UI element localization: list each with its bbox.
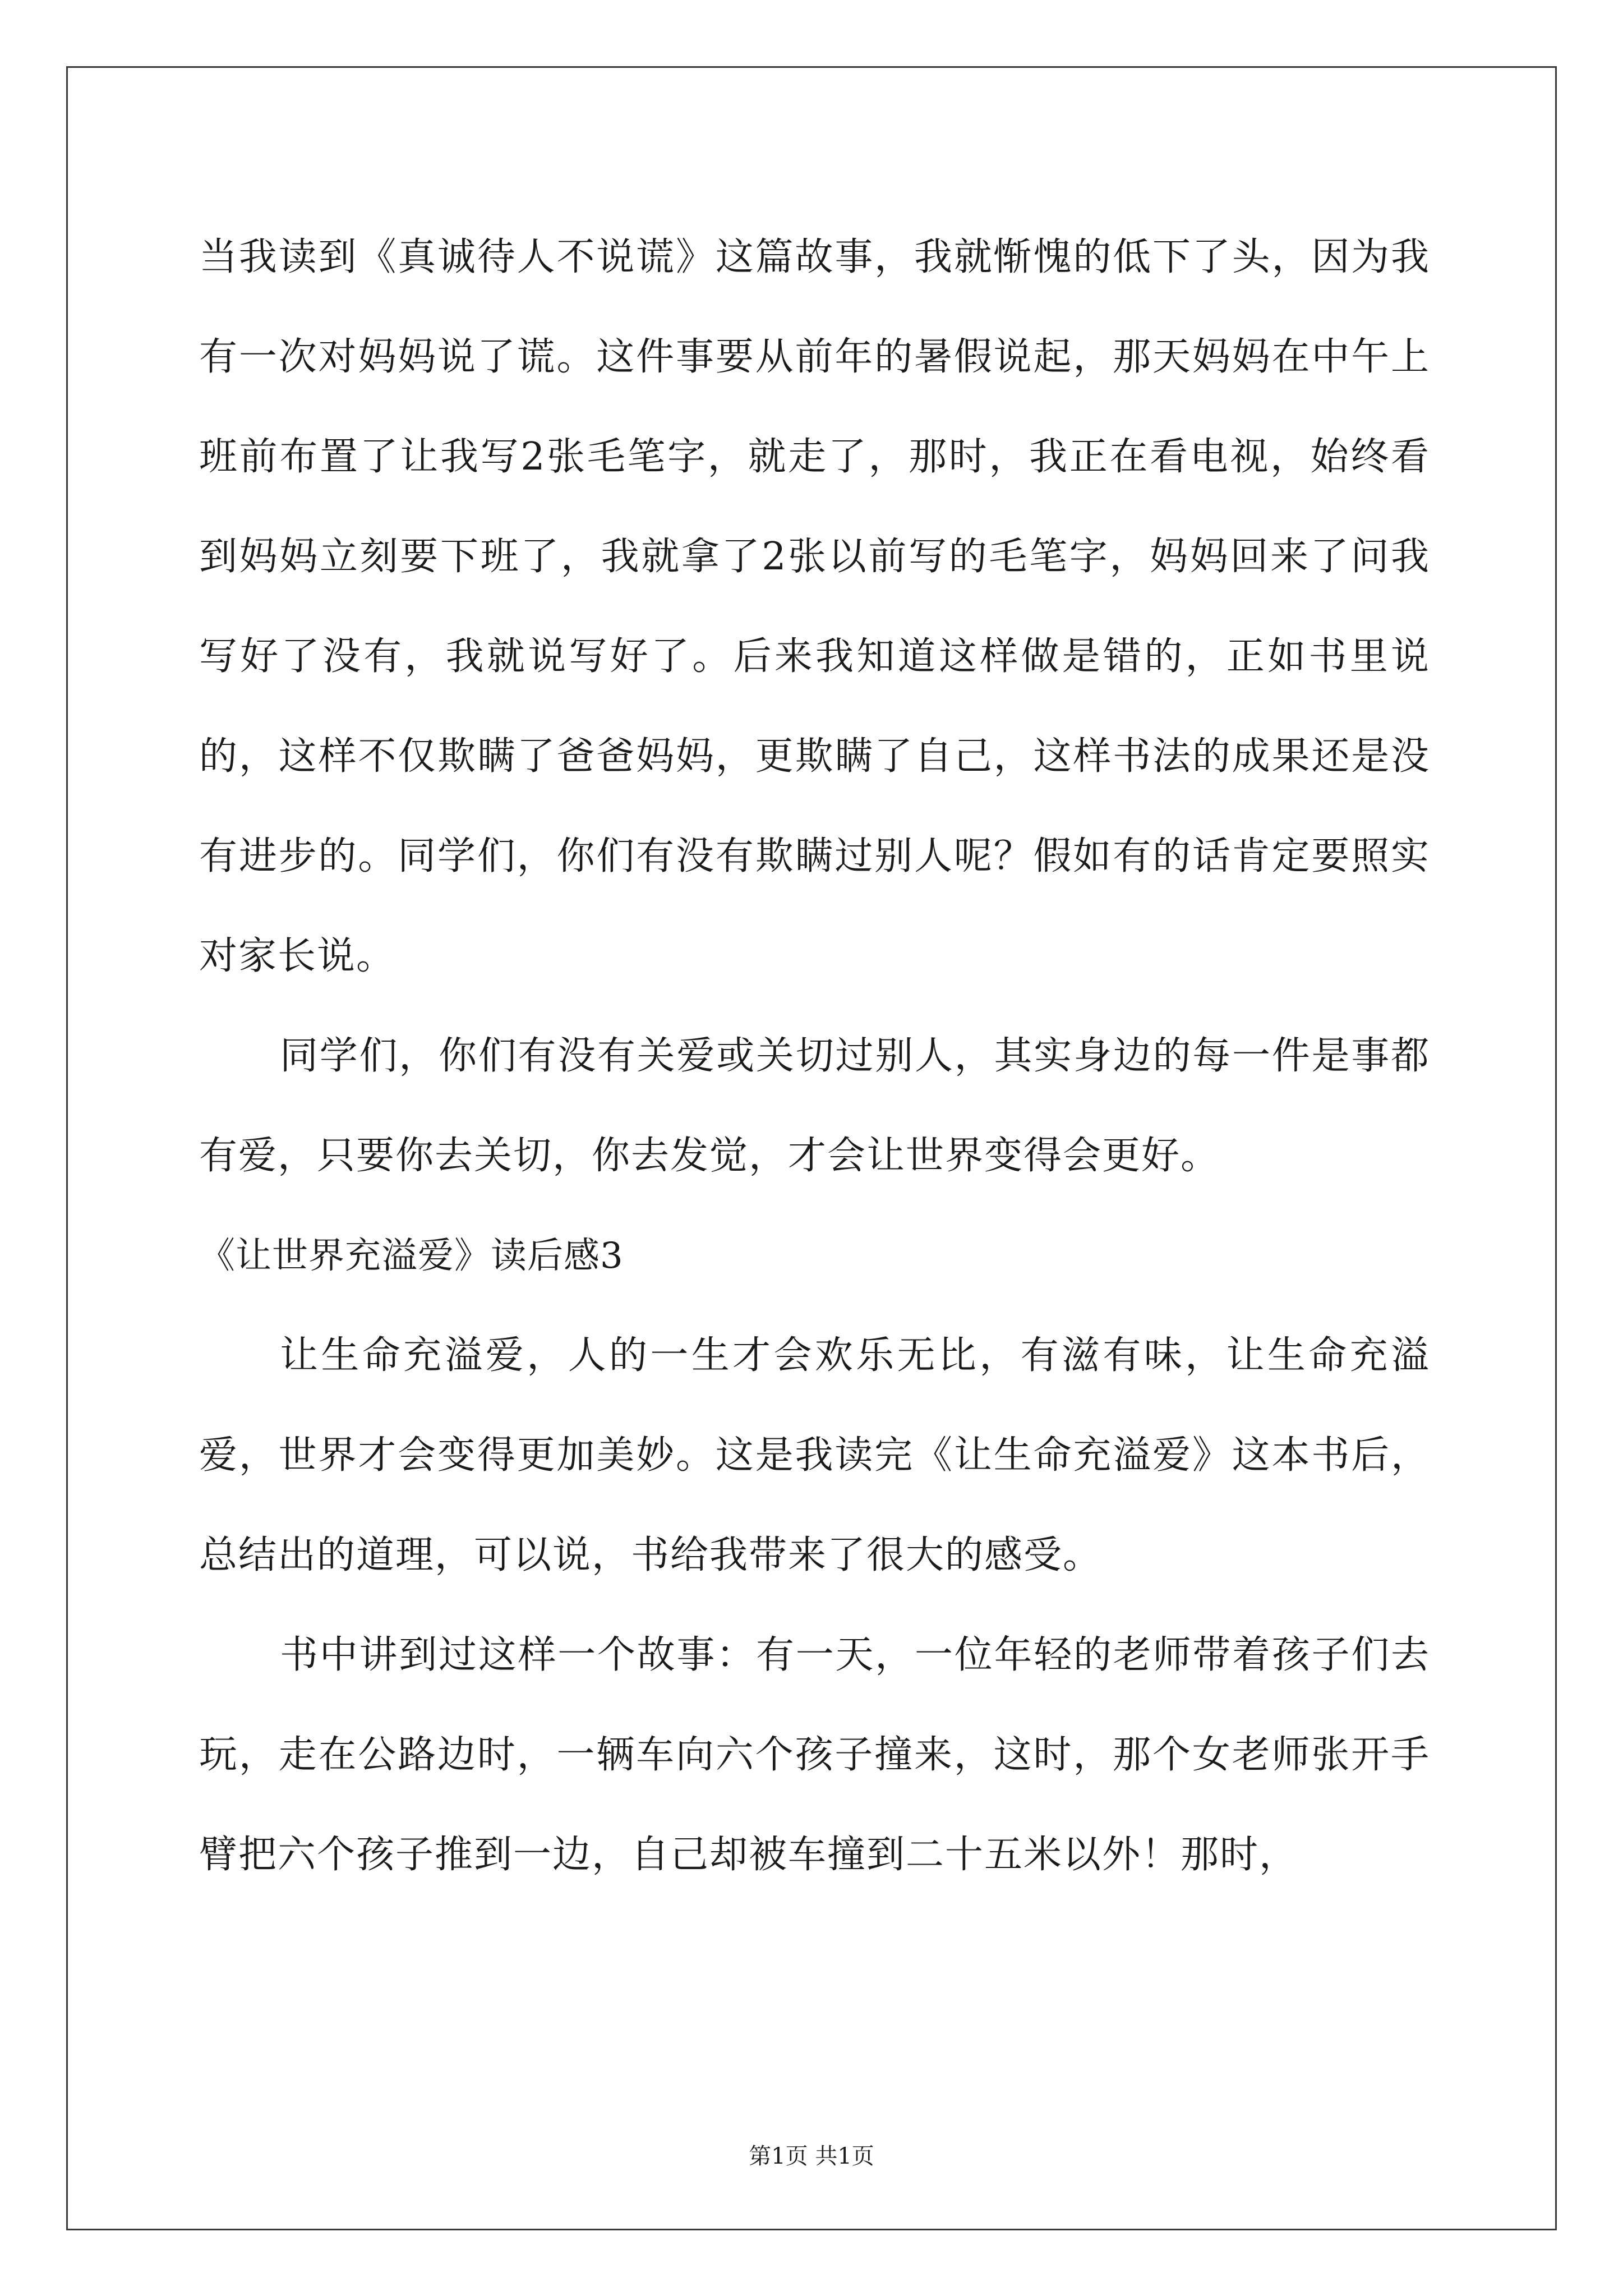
document-body — [199, 208, 1430, 1905]
paragraph-lying-story: 当我读到《真诚待人不说谎》这篇故事，我就惭愧的低下了头，因为我有一次对妈妈说了谎。这件事要从前年的暑假说起，那天妈妈在中午上班前布置了让我写2张毛笔字，就走了，那时，我正在看电视，始终看到妈妈立刻要下班了，我就拿了2张以前写的毛笔字，妈妈回来了问我写好了没有，我就说写好了。后来我知道这样做是错的，正如书里说的，这样不仅欺瞒了爸爸妈妈，更欺瞒了自己，这样书法的成果还是没有进步的。同学们，你们有没有欺瞒过别人呢？假如有的话肯定要照实对家长说。 — [199, 235, 1430, 978]
page-indicator: 第1页 共1页 — [749, 2143, 874, 2169]
section-title: 《让世界充溢爱》读后感3 — [199, 1235, 624, 1277]
paragraph-teacher-story: 书中讲到过这样一个故事：有一天，一位年轻的老师带着孩子们去玩，走在公路边时，一辆车向六个孩子撞来，这时，那个女老师张开手臂把六个孩子推到一边，自己却被车撞到二十五米以外！那时， — [199, 1633, 1430, 1877]
paragraph-caring: 同学们，你们有没有关爱或关切过别人，其实身边的每一件是事都有爱，只要你去关切，你去发觉，才会让世界变得会更好。 — [199, 1034, 1430, 1178]
paragraph-life-full-of-love: 让生命充溢爱，人的一生才会欢乐无比，有滋有味，让生命充溢爱，世界才会变得更加美妙。这是我读完《让生命充溢爱》这本书后，总结出的道理，可以说，书给我带来了很大的感受。 — [199, 1333, 1430, 1577]
page-footer — [0, 2143, 1623, 2170]
